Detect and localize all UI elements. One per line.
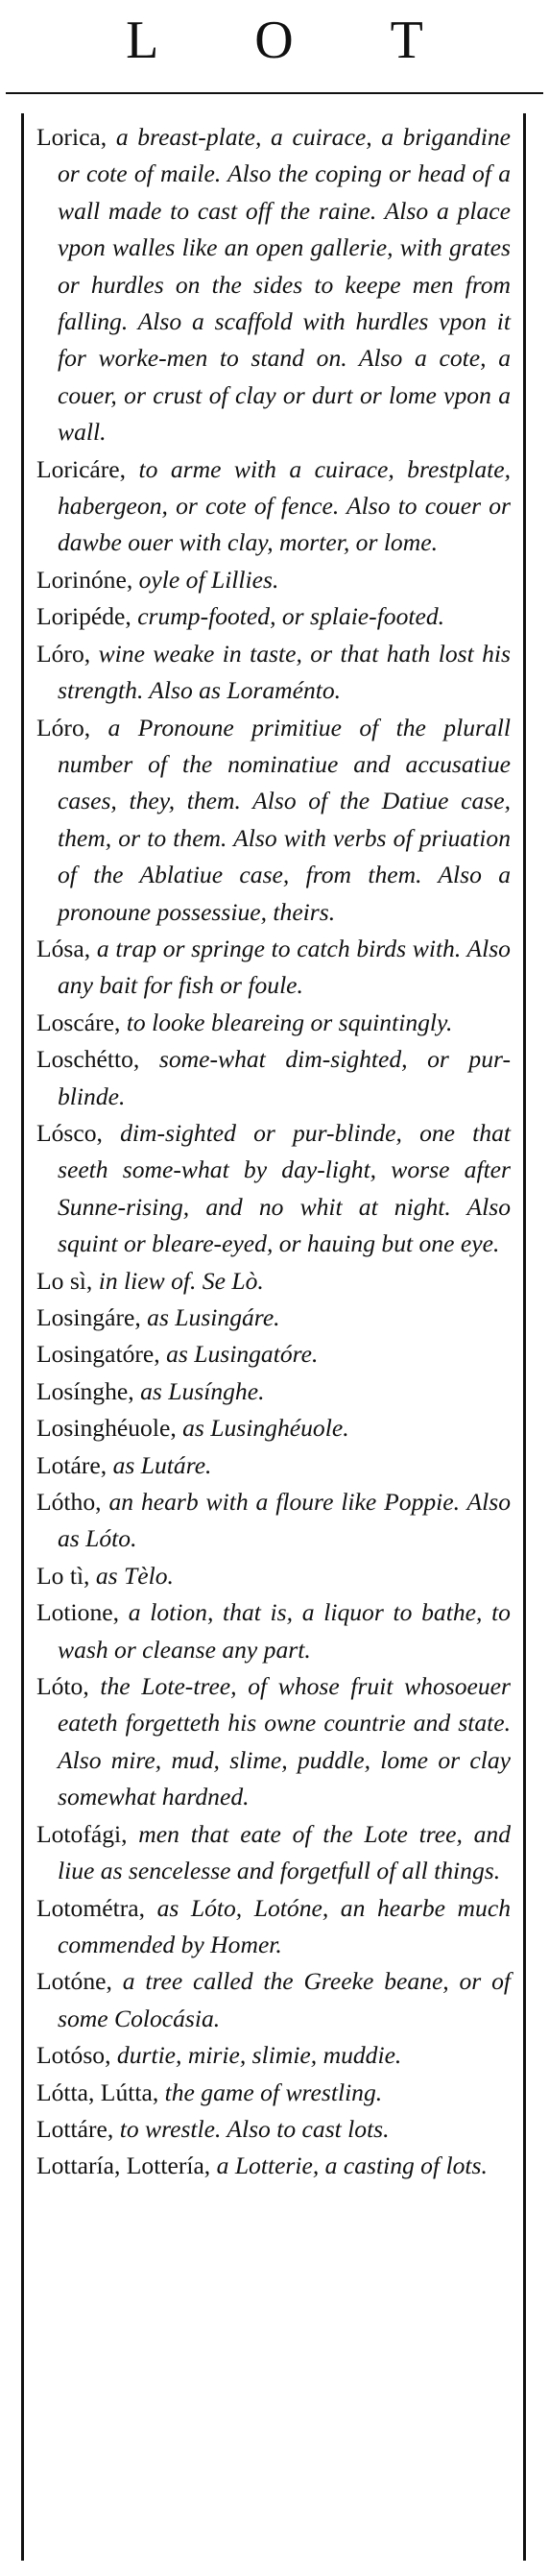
- dictionary-entry: [36, 1373, 511, 1410]
- entry-definition: an hearb with a floure like Poppie. Also as Lóto.: [58, 1488, 511, 1553]
- dictionary-entry: [36, 1041, 511, 1115]
- dictionary-entry: [36, 1963, 511, 2037]
- page-header: [0, 0, 549, 113]
- entry-headword: Lotione,: [36, 1598, 120, 1627]
- dictionary-entry: [36, 1594, 511, 1668]
- dictionary-entry: [36, 636, 511, 710]
- entry-headword: Lorinóne,: [36, 565, 133, 594]
- header-rule: [6, 92, 543, 94]
- entry-definition: to wrestle. Also to cast lots.: [119, 2114, 390, 2143]
- entry-headword: Lótho,: [36, 1488, 102, 1517]
- entry-headword: Loscáre,: [36, 1008, 121, 1036]
- entry-headword: Lo sì,: [36, 1266, 93, 1295]
- dictionary-entry: [36, 1447, 511, 1484]
- dictionary-entry: [36, 1263, 511, 1300]
- entry-headword: Lósco,: [36, 1118, 103, 1147]
- entry-headword: Lotofági,: [36, 1819, 128, 1848]
- entry-definition: in liew of. Se Lò.: [98, 1266, 264, 1295]
- entry-headword: Lotáre,: [36, 1450, 107, 1479]
- entry-headword: Loschétto,: [36, 1045, 140, 1074]
- entry-definition: dim-sighted or pur-blinde, one that seeth some-what by day-light, worse after Sunne-rising, and no whit at night. Also squint or bleare-eyed, or hauing but one eye.: [58, 1118, 511, 1258]
- entry-definition: wine weake in taste, or that hath lost his strength. Also as Loraménto.: [58, 639, 511, 705]
- dictionary-entry: [36, 1558, 511, 1594]
- entry-headword: Lotométra,: [36, 1893, 145, 1922]
- dictionary-entry: [36, 2075, 511, 2111]
- entry-definition: a Lotterie, a casting of lots.: [216, 2151, 488, 2180]
- dictionary-entry: [36, 2111, 511, 2148]
- entry-definition: the game of wrestling.: [164, 2078, 383, 2106]
- entry-definition: men that eate of the Lote tree, and liue as sencelesse and forgetfull of all things.: [58, 1819, 511, 1885]
- dictionary-entry: [36, 598, 511, 635]
- page-title: L O T: [126, 11, 465, 70]
- dictionary-entry: [36, 1300, 511, 1336]
- entry-definition: a breast-plate, a cuirace, a brigandine or cote of maile. Also the coping or head of a wall made to cast off the raine. Also a place vpon walles like an open gallerie, with grates or hurdles on the sides to keepe men from falling. Also a scaffold with hurdles vpon it for worke-men to stand on. Also a cote, a couer, or crust of clay or durt or lome vpon a wall.: [58, 123, 511, 447]
- dictionary-entry: [36, 1890, 511, 1964]
- entry-definition: as Lusingatóre.: [166, 1340, 319, 1369]
- entry-definition: to arme with a cuirace, brestplate, habergeon, or cote of fence. Also to couer or dawbe ouer with clay, morter, or lome.: [58, 454, 511, 557]
- entry-definition: as Tèlo.: [95, 1561, 174, 1590]
- dictionary-entry: [36, 1484, 511, 1558]
- dictionary-entry: [36, 931, 511, 1005]
- entry-headword: Lósa,: [36, 934, 91, 962]
- dictionary-entry: [36, 2037, 511, 2074]
- entry-headword: Losingáre,: [36, 1303, 141, 1331]
- entry-headword: Lóro,: [36, 639, 91, 668]
- entry-headword: Lótta, Lútta,: [36, 2078, 159, 2106]
- dictionary-entry: [36, 1410, 511, 1446]
- dictionary-entry: [36, 1668, 511, 1816]
- dictionary-entry: [36, 2148, 511, 2184]
- dictionary-entry: [36, 562, 511, 598]
- entry-definition: as Lusínghe.: [140, 1376, 265, 1405]
- entry-headword: Lóto,: [36, 1672, 89, 1701]
- entry-definition: as Lóto, Lotóne, an hearbe much commended by Homer.: [58, 1893, 511, 1958]
- entry-definition: some-what dim-sighted, or pur-blinde.: [58, 1045, 511, 1110]
- entry-headword: Losinghéuole,: [36, 1414, 177, 1443]
- entry-definition: a trap or springe to catch birds with. Also any bait for fish or foule.: [58, 934, 511, 1000]
- entry-definition: as Lutáre.: [112, 1450, 212, 1479]
- entry-headword: Lottáre,: [36, 2114, 114, 2143]
- dictionary-entry: [36, 710, 511, 931]
- entry-definition: as Lusingáre.: [147, 1303, 280, 1331]
- entry-headword: Loricáre,: [36, 454, 127, 483]
- entry-headword: Lo tì,: [36, 1561, 90, 1590]
- entry-definition: crump-footed, or splaie-footed.: [137, 602, 445, 631]
- entry-definition: to looke bleareing or squintingly.: [126, 1008, 453, 1036]
- entry-definition: as Lusinghéuole.: [182, 1414, 349, 1443]
- entry-headword: Losingatóre,: [36, 1340, 160, 1369]
- entry-headword: Losínghe,: [36, 1376, 134, 1405]
- dictionary-entry: [36, 1005, 511, 1041]
- dictionary-entry: [36, 451, 511, 562]
- entry-definition: durtie, mirie, slimie, muddie.: [116, 2041, 402, 2070]
- entry-definition: oyle of Lillies.: [138, 565, 279, 594]
- entry-headword: Lotóne,: [36, 1967, 112, 1996]
- entry-definition: a tree called the Greeke beane, or of some Colocásia.: [58, 1967, 511, 2032]
- entry-headword: Loripéde,: [36, 602, 131, 631]
- entry-headword: Lotóso,: [36, 2041, 111, 2070]
- dictionary-entry: [36, 1115, 511, 1263]
- entry-definition: the Lote-tree, of whose fruit whosoeuer eateth forgetteth his owne countrie and state. Also mire, mud, slime, puddle, lome or clay somewhat hardned.: [58, 1672, 511, 1811]
- entry-headword: Lorica,: [36, 123, 107, 151]
- dictionary-entry: [36, 1336, 511, 1373]
- entry-headword: Lottaría, Lottería,: [36, 2151, 211, 2180]
- dictionary-entry: [36, 1816, 511, 1890]
- dictionary-entries: [36, 119, 511, 2185]
- entry-headword: Lóro,: [36, 713, 91, 741]
- entry-definition: a lotion, that is, a liquor to bathe, to wash or cleanse any part.: [58, 1598, 511, 1664]
- entry-definition: a Pronoune primitiue of the plurall number of the nominatiue and accusatiue cases, they, them. Also of the Datiue case, them, or to them. Also with verbs of priuation of the Ablatiue case, from them. Also a pronoune possessiue, theirs.: [58, 713, 511, 926]
- dictionary-entry: [36, 119, 511, 451]
